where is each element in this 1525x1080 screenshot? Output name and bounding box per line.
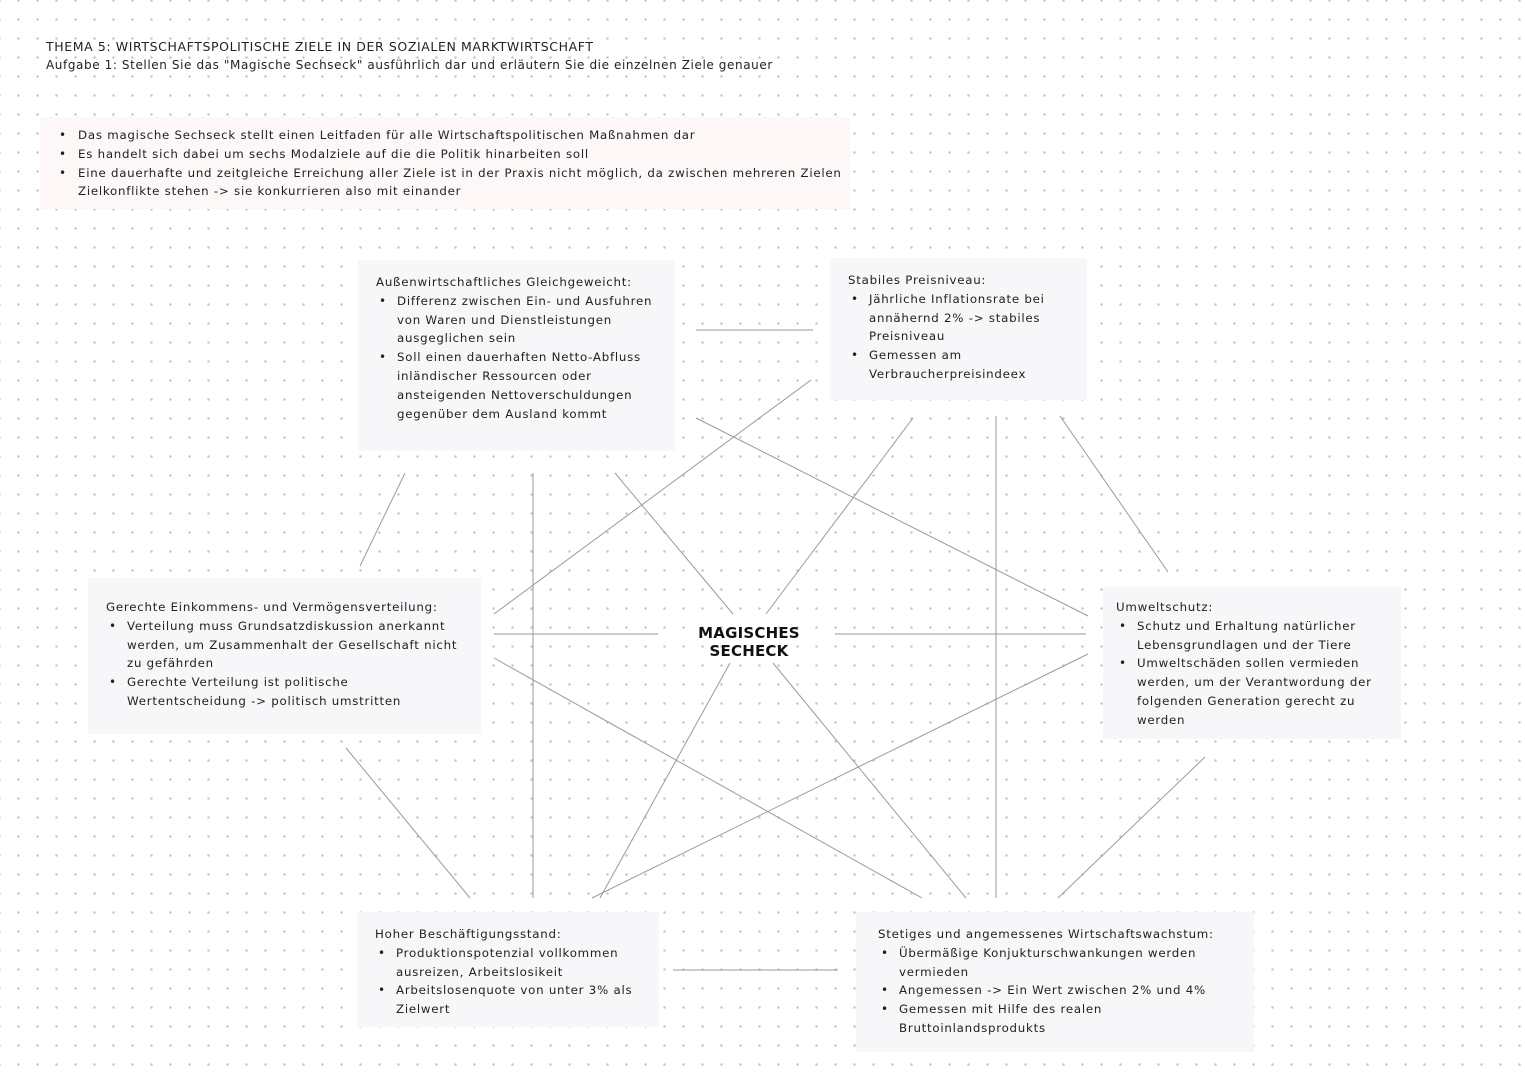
goal-list [1116,617,1385,730]
goal-bullet: • Soll einen dauerhaften Netto-Abfluss inländischer Ressourcen oder ansteigenden Nettoverschuldungen gegenüber dem Ausland kommt [376,348,659,423]
goal-box-wirtschaftswachstum [856,912,1254,1052]
goal-list [106,617,465,711]
intro-bullet: • Eine dauerhafte und zeitgleiche Erreichung aller Ziele ist in der Praxis nicht möglich, da zwischen mehreren Zielen Zielkonflikte stehen -> sie konkurrieren also mit einander [56,164,842,202]
connector-line [696,418,1088,616]
connector-line [592,654,1088,898]
connector-line [600,663,730,898]
goal-box-umweltschutz [1103,587,1401,739]
goal-bullet: • Gemessen am Verbraucherpreisindeex [848,346,1071,384]
goal-box-preisniveau [830,258,1087,400]
intro-bullet: • Das magische Sechseck stellt einen Leitfaden für alle Wirtschaftspolitischen Maßnahmen dar [56,126,842,145]
goal-bullet: • Umweltschäden sollen vermieden werden, um der Verantwordung der folgenden Generation gerecht zu werden [1116,654,1385,729]
goal-bullet: • Differenz zwischen Ein- und Ausfuhren von Waren und Dienstleistungen ausgeglichen sein [376,292,659,348]
connector-line [1060,416,1168,572]
goal-list [375,944,643,1019]
goal-title: Außenwirtschaftliches Gleichgeweicht: [376,275,632,289]
goal-bullet: • Verteilung muss Grundsatzdiskussion anerkannt werden, um Zusammenhalt der Gesellschaft nicht zu gefährden [106,617,465,673]
goal-bullet: • Schutz und Erhaltung natürlicher Lebensgrundlagen und der Tiere [1116,617,1385,655]
connector-line [1058,757,1205,898]
goal-bullet: • Gerechte Verteilung ist politische Wertentscheidung -> politisch umstritten [106,673,465,711]
goal-list [878,944,1238,1038]
goal-title: Stetiges und angemessenes Wirtschaftswachstum: [878,927,1214,941]
task-statement: Aufgabe 1: Stellen Sie das "Magische Sechseck" ausführlich dar und erläutern Sie die einzelnen Ziele genauer [46,58,773,72]
goal-title: Hoher Beschäftigungsstand: [375,927,562,941]
goal-list [848,290,1071,384]
goal-box-beschaeftigung [357,912,659,1027]
center-title: MAGISCHES SECHECK [698,624,800,660]
goal-bullet: • Angemessen -> Ein Wert zwischen 2% und 4% [878,981,1238,1000]
goal-list [376,292,659,424]
goal-bullet: • Gemessen mit Hilfe des realen Bruttoinlandsprodukts [878,1000,1238,1038]
intro-bullet: • Es handelt sich dabei um sechs Modalziele auf die die Politik hinarbeiten soll [56,145,842,164]
goal-bullet: • Übermäßige Konjukturschwankungen werden vermieden [878,944,1238,982]
connector-line [346,748,470,898]
goal-bullet: • Jährliche Inflationsrate bei annähernd 2% -> stabiles Preisniveau [848,290,1071,346]
goal-title: Umweltschutz: [1116,600,1214,614]
connector-line [360,473,405,566]
goal-box-aussenwirtschaft [358,260,675,451]
goal-bullet: • Arbeitslosenquote von unter 3% als Zielwert [375,981,643,1019]
goal-bullet: • Produktionspotenzial vollkommen ausreizen, Arbeitslosikeit [375,944,643,982]
connector-line [773,663,966,898]
goal-title: Gerechte Einkommens- und Vermögensverteilung: [106,600,438,614]
connector-line [615,473,733,614]
connector-line [494,658,922,898]
goal-title: Stabiles Preisniveau: [848,273,987,287]
page-title: THEMA 5: WIRTSCHAFTSPOLITISCHE ZIELE IN DER SOZIALEN MARKTWIRTSCHAFT [46,39,594,54]
goal-box-verteilung [88,578,481,734]
